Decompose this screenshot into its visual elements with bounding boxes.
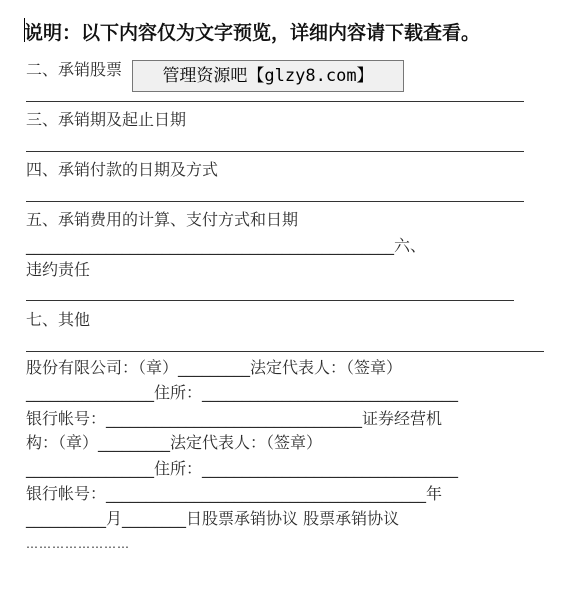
section-4-heading: 四、承销付款的日期及方式	[26, 160, 219, 179]
blank-line	[26, 151, 524, 152]
issuer-address-line: ________________住所：________________________________	[26, 383, 459, 402]
issuer-signature-line: 股份有限公司：（章）_________法定代表人：（签章）	[26, 358, 403, 377]
watermark-banner: 管理资源吧【glzy8.com】	[132, 60, 404, 92]
section-5-heading: 五、承销费用的计算、支付方式和日期	[26, 210, 299, 229]
underwriter-address-line: ________________住所：________________________________	[26, 459, 459, 478]
underwriter-bank-line: 银行帐号：________________________________________年	[26, 484, 443, 503]
blank-line	[26, 351, 544, 352]
blank-line	[26, 201, 524, 202]
section-3-heading: 三、承销期及起止日期	[26, 110, 187, 129]
blank-line	[26, 300, 514, 301]
section-6-heading: 违约责任	[26, 260, 91, 279]
issuer-bank-line: 银行帐号：________________________________证券经营机	[26, 409, 443, 428]
date-and-title-line: __________月________日股票承销协议 股票承销协议	[26, 509, 400, 528]
preview-notice: 说明：以下内容仅为文字预览，详细内容请下载查看。	[24, 22, 481, 44]
section-7-heading: 七、其他	[26, 310, 91, 329]
section-5-blank-and-6: ______________________________________________六、	[26, 236, 427, 255]
section-2-heading: 二、承销股票	[26, 60, 123, 79]
ellipsis-dots: ……………………	[26, 537, 130, 551]
underwriter-signature-line: 构：（章）_________法定代表人：（签章）	[26, 433, 323, 452]
blank-line	[26, 101, 524, 102]
